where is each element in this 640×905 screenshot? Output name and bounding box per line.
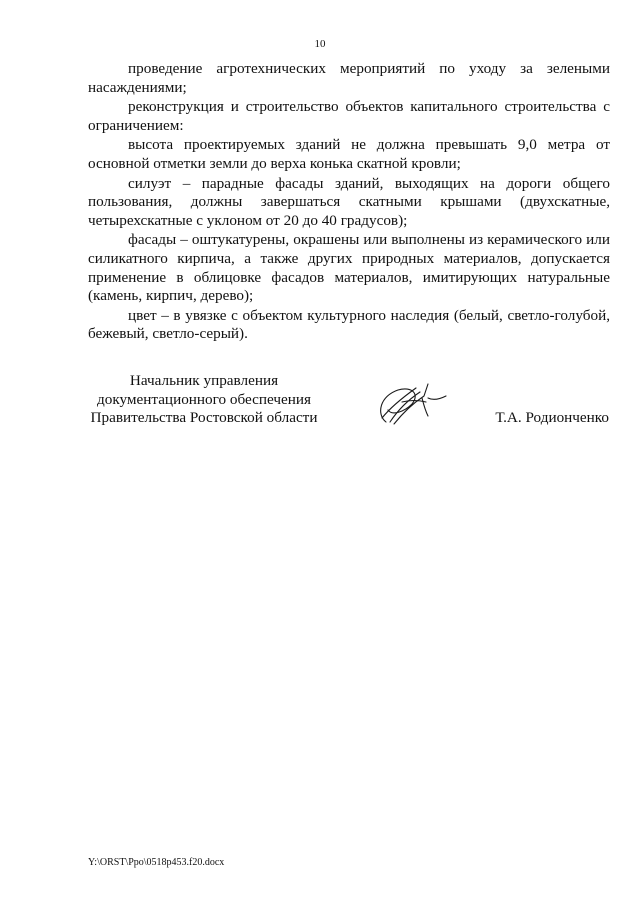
signatory-title-line: Правительства Ростовской области bbox=[90, 409, 318, 427]
signature-block bbox=[88, 372, 613, 442]
handwritten-signature bbox=[372, 378, 452, 428]
paragraph-silhouette: силуэт – парадные фасады зданий, выходящих на дороги общего пользования, должны завершаться скатными крышами (двухскатные, четырехскатные с уклоном от 20 до 40 градусов); bbox=[88, 174, 610, 229]
page-number: 10 bbox=[314, 38, 326, 50]
paragraph-reconstruction: реконструкция и строительство объектов капитального строительства с ограничением: bbox=[88, 98, 610, 134]
signatory-title-line: документационного обеспечения bbox=[97, 390, 311, 408]
paragraph-agrotechnical: проведение агротехнических мероприятий по уходу за зелеными насаждениями; bbox=[88, 60, 610, 96]
paragraph-height: высота проектируемых зданий не должна превышать 9,0 метра от основной отметки земли до верха конька скатной кровли; bbox=[88, 136, 610, 172]
paragraph-color: цвет – в увязке с объектом культурного наследия (белый, светло-голубой, бежевый, светло-серый). bbox=[88, 306, 610, 343]
document-body bbox=[88, 60, 610, 345]
signatory-name: Т.А. Родионченко bbox=[495, 409, 609, 426]
paragraph-facades: фасады – оштукатурены, окрашены или выполнены из керамического или силикатного кирпича, а также других природных материалов, допускается применение в облицовке фасадов материалов, имитирующих натуральные (камень, кирпич, дерево); bbox=[88, 231, 610, 305]
signatory-title bbox=[88, 372, 320, 428]
file-path-footer: Y:\ORST\Ppo\0518p453.f20.docx bbox=[88, 857, 225, 868]
signatory-title-line: Начальник управления bbox=[129, 372, 279, 389]
